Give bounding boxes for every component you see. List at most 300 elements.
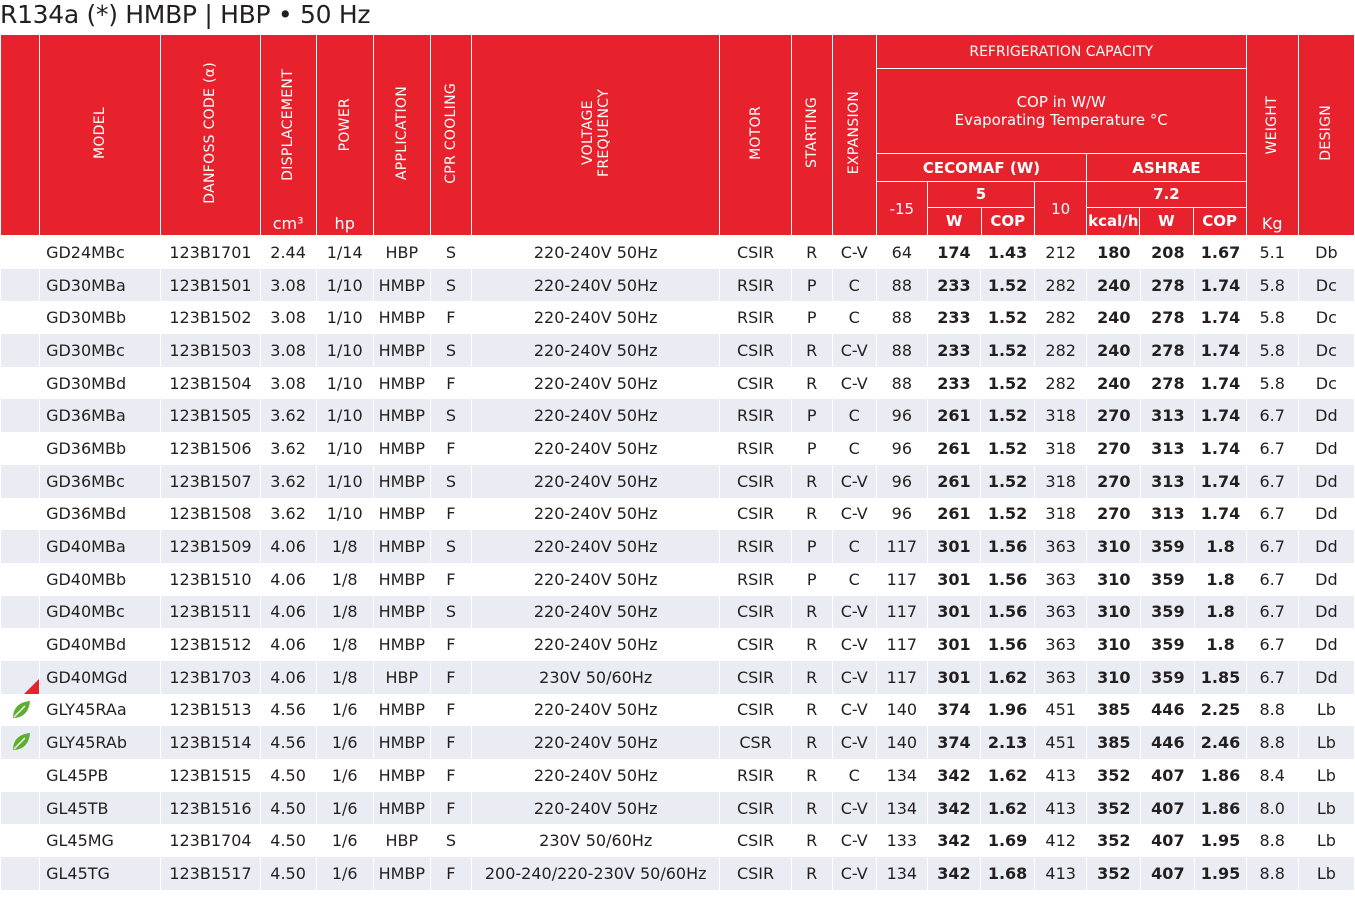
code-cell: 123B1516 xyxy=(161,792,260,825)
ashrae-cop-cell: 1.8 xyxy=(1195,530,1246,563)
ashrae-cop-cell: 1.74 xyxy=(1195,367,1246,400)
capacity-10-cell: 318 xyxy=(1035,498,1087,531)
compressor-table xyxy=(0,34,1355,890)
ashrae-cop-cell: 1.86 xyxy=(1195,759,1246,792)
starting-cell: R xyxy=(791,367,832,400)
ashrae-w-cell: 359 xyxy=(1141,563,1195,596)
voltage-cell: 220-240V 50Hz xyxy=(471,236,720,269)
ashrae-kcal-cell: 352 xyxy=(1087,824,1141,857)
header-model: MODEL xyxy=(40,35,161,236)
displacement-cell: 3.08 xyxy=(260,334,316,367)
starting-cell: P xyxy=(791,269,832,302)
capacity-minus15-cell: 134 xyxy=(876,792,927,825)
starting-cell: R xyxy=(791,236,832,269)
code-cell: 123B1514 xyxy=(161,726,260,759)
design-cell: Dd xyxy=(1298,530,1354,563)
voltage-cell: 220-240V 50Hz xyxy=(471,596,720,629)
power-cell: 1/10 xyxy=(316,399,373,432)
cooling-cell: S xyxy=(430,824,471,857)
capacity-5-w-cell: 342 xyxy=(927,792,980,825)
header-design: DESIGN xyxy=(1298,35,1354,236)
table-body xyxy=(1,236,1355,890)
cooling-cell: F xyxy=(430,432,471,465)
application-cell: HMBP xyxy=(373,628,430,661)
starting-cell: R xyxy=(791,334,832,367)
design-cell: Dd xyxy=(1298,432,1354,465)
motor-cell: CSIR xyxy=(720,824,791,857)
row-icon-cell xyxy=(1,269,40,302)
starting-cell: P xyxy=(791,563,832,596)
header-capacity: REFRIGERATION CAPACITY xyxy=(876,35,1246,69)
voltage-cell: 220-240V 50Hz xyxy=(471,498,720,531)
weight-cell: 6.7 xyxy=(1246,465,1298,498)
model-cell: GL45TG xyxy=(40,857,161,890)
cop-5-cell: 1.52 xyxy=(981,367,1035,400)
voltage-cell: 220-240V 50Hz xyxy=(471,694,720,727)
motor-cell: CSIR xyxy=(720,498,791,531)
cop-5-cell: 1.69 xyxy=(981,824,1035,857)
table-row xyxy=(1,432,1355,465)
design-cell: Dd xyxy=(1298,628,1354,661)
capacity-10-cell: 363 xyxy=(1035,596,1087,629)
starting-cell: R xyxy=(791,628,832,661)
cop-5-cell: 1.43 xyxy=(981,236,1035,269)
code-cell: 123B1515 xyxy=(161,759,260,792)
application-cell: HMBP xyxy=(373,498,430,531)
weight-cell: 8.8 xyxy=(1246,824,1298,857)
ashrae-kcal-cell: 240 xyxy=(1087,301,1141,334)
voltage-cell: 220-240V 50Hz xyxy=(471,792,720,825)
ashrae-kcal-cell: 240 xyxy=(1087,334,1141,367)
ashrae-kcal-cell: 240 xyxy=(1087,269,1141,302)
cooling-cell: F xyxy=(430,563,471,596)
capacity-minus15-cell: 117 xyxy=(876,563,927,596)
starting-cell: R xyxy=(791,465,832,498)
capacity-5-w-cell: 261 xyxy=(927,498,980,531)
expansion-cell: C-V xyxy=(832,236,876,269)
cooling-cell: F xyxy=(430,628,471,661)
design-cell: Dd xyxy=(1298,465,1354,498)
cop-5-cell: 2.13 xyxy=(981,726,1035,759)
motor-cell: CSIR xyxy=(720,661,791,694)
design-cell: Dc xyxy=(1298,301,1354,334)
capacity-minus15-cell: 140 xyxy=(876,694,927,727)
voltage-cell: 230V 50/60Hz xyxy=(471,824,720,857)
capacity-minus15-cell: 96 xyxy=(876,498,927,531)
weight-cell: 8.8 xyxy=(1246,857,1298,890)
design-cell: Dd xyxy=(1298,661,1354,694)
motor-cell: RSIR xyxy=(720,432,791,465)
power-cell: 1/6 xyxy=(316,857,373,890)
model-cell: GLY45RAb xyxy=(40,726,161,759)
expansion-cell: C xyxy=(832,399,876,432)
ashrae-w-cell: 313 xyxy=(1141,498,1195,531)
application-cell: HMBP xyxy=(373,269,430,302)
design-cell: Dc xyxy=(1298,334,1354,367)
displacement-cell: 4.56 xyxy=(260,694,316,727)
weight-cell: 8.8 xyxy=(1246,694,1298,727)
code-cell: 123B1507 xyxy=(161,465,260,498)
ashrae-w-cell: 313 xyxy=(1141,465,1195,498)
application-cell: HMBP xyxy=(373,399,430,432)
power-cell: 1/8 xyxy=(316,563,373,596)
model-cell: GD30MBd xyxy=(40,367,161,400)
power-cell: 1/6 xyxy=(316,694,373,727)
motor-cell: CSIR xyxy=(720,857,791,890)
voltage-cell: 220-240V 50Hz xyxy=(471,367,720,400)
capacity-minus15-cell: 134 xyxy=(876,857,927,890)
model-cell: GD36MBd xyxy=(40,498,161,531)
cooling-cell: F xyxy=(430,498,471,531)
table-row xyxy=(1,824,1355,857)
ashrae-w-cell: 359 xyxy=(1141,628,1195,661)
ashrae-kcal-cell: 310 xyxy=(1087,530,1141,563)
capacity-10-cell: 282 xyxy=(1035,301,1087,334)
design-cell: Dd xyxy=(1298,399,1354,432)
weight-cell: 5.8 xyxy=(1246,269,1298,302)
code-cell: 123B1509 xyxy=(161,530,260,563)
capacity-5-w-cell: 174 xyxy=(927,236,980,269)
capacity-10-cell: 282 xyxy=(1035,269,1087,302)
displacement-cell: 4.06 xyxy=(260,596,316,629)
voltage-cell: 200-240/220-230V 50/60Hz xyxy=(471,857,720,890)
table-row xyxy=(1,367,1355,400)
displacement-cell: 4.50 xyxy=(260,824,316,857)
row-icon-cell xyxy=(1,857,40,890)
ashrae-cop-cell: 1.74 xyxy=(1195,334,1246,367)
header-voltage: VOLTAGE FREQUENCY xyxy=(471,35,720,236)
cooling-cell: S xyxy=(430,236,471,269)
row-icon-cell xyxy=(1,530,40,563)
ashrae-kcal-cell: 352 xyxy=(1087,759,1141,792)
model-cell: GD40MBc xyxy=(40,596,161,629)
capacity-10-cell: 451 xyxy=(1035,694,1087,727)
voltage-cell: 230V 50/60Hz xyxy=(471,661,720,694)
capacity-10-cell: 413 xyxy=(1035,857,1087,890)
capacity-5-w-cell: 261 xyxy=(927,465,980,498)
weight-cell: 8.0 xyxy=(1246,792,1298,825)
motor-cell: RSIR xyxy=(720,301,791,334)
code-cell: 123B1517 xyxy=(161,857,260,890)
table-row xyxy=(1,334,1355,367)
row-icon-cell xyxy=(1,726,40,759)
model-cell: GLY45RAa xyxy=(40,694,161,727)
displacement-cell: 3.08 xyxy=(260,301,316,334)
expansion-cell: C-V xyxy=(832,334,876,367)
table-row xyxy=(1,301,1355,334)
capacity-5-w-cell: 301 xyxy=(927,563,980,596)
ashrae-cop-cell: 1.74 xyxy=(1195,301,1246,334)
application-cell: HMBP xyxy=(373,563,430,596)
ashrae-cop-cell: 2.46 xyxy=(1195,726,1246,759)
application-cell: HMBP xyxy=(373,694,430,727)
model-cell: GD40MGd xyxy=(40,661,161,694)
motor-cell: CSIR xyxy=(720,628,791,661)
ashrae-w-cell: 313 xyxy=(1141,399,1195,432)
ashrae-cop-cell: 1.67 xyxy=(1195,236,1246,269)
table-header xyxy=(1,35,1355,236)
expansion-cell: C xyxy=(832,301,876,334)
weight-cell: 8.8 xyxy=(1246,726,1298,759)
motor-cell: RSIR xyxy=(720,563,791,596)
weight-cell: 6.7 xyxy=(1246,596,1298,629)
design-cell: Lb xyxy=(1298,792,1354,825)
motor-cell: CSR xyxy=(720,726,791,759)
capacity-10-cell: 363 xyxy=(1035,661,1087,694)
code-cell: 123B1513 xyxy=(161,694,260,727)
design-cell: Lb xyxy=(1298,759,1354,792)
ashrae-cop-cell: 2.25 xyxy=(1195,694,1246,727)
model-cell: GL45PB xyxy=(40,759,161,792)
capacity-5-w-cell: 301 xyxy=(927,661,980,694)
starting-cell: R xyxy=(791,792,832,825)
motor-cell: CSIR xyxy=(720,334,791,367)
capacity-10-cell: 363 xyxy=(1035,563,1087,596)
cooling-cell: S xyxy=(430,465,471,498)
table-row xyxy=(1,563,1355,596)
displacement-cell: 3.62 xyxy=(260,399,316,432)
ashrae-w-cell: 359 xyxy=(1141,530,1195,563)
weight-unit: Kg xyxy=(1261,214,1283,233)
cooling-cell: S xyxy=(430,399,471,432)
table-row xyxy=(1,236,1355,269)
capacity-5-w-cell: 233 xyxy=(927,269,980,302)
ashrae-kcal-cell: 270 xyxy=(1087,498,1141,531)
design-cell: Lb xyxy=(1298,726,1354,759)
capacity-minus15-cell: 88 xyxy=(876,269,927,302)
model-cell: GD36MBa xyxy=(40,399,161,432)
header-kcal: kcal/h xyxy=(1087,208,1140,235)
model-cell: GL45MG xyxy=(40,824,161,857)
model-cell: GD40MBd xyxy=(40,628,161,661)
table-row xyxy=(1,857,1355,890)
power-unit: hp xyxy=(334,214,355,233)
ashrae-w-cell: 278 xyxy=(1141,367,1195,400)
voltage-cell: 220-240V 50Hz xyxy=(471,726,720,759)
code-cell: 123B1501 xyxy=(161,269,260,302)
capacity-5-w-cell: 374 xyxy=(927,726,980,759)
motor-cell: CSIR xyxy=(720,792,791,825)
application-cell: HMBP xyxy=(373,857,430,890)
expansion-cell: C xyxy=(832,759,876,792)
displacement-cell: 4.50 xyxy=(260,759,316,792)
capacity-5-w-cell: 301 xyxy=(927,596,980,629)
design-cell: Dd xyxy=(1298,563,1354,596)
ashrae-cop-cell: 1.86 xyxy=(1195,792,1246,825)
header-weight: WEIGHT Kg xyxy=(1246,35,1298,236)
capacity-10-cell: 412 xyxy=(1035,824,1087,857)
displacement-cell: 3.62 xyxy=(260,465,316,498)
ashrae-w-cell: 446 xyxy=(1141,694,1195,727)
ashrae-kcal-cell: 310 xyxy=(1087,628,1141,661)
row-icon-cell xyxy=(1,334,40,367)
cop-5-cell: 1.52 xyxy=(981,498,1035,531)
ashrae-w-cell: 278 xyxy=(1141,269,1195,302)
cop-5-cell: 1.52 xyxy=(981,465,1035,498)
ashrae-kcal-cell: 385 xyxy=(1087,726,1141,759)
starting-cell: R xyxy=(791,759,832,792)
ashrae-w-cell: 407 xyxy=(1141,792,1195,825)
header-cop-5: COP xyxy=(990,212,1026,230)
header-icon-column xyxy=(1,35,40,236)
voltage-cell: 220-240V 50Hz xyxy=(471,269,720,302)
power-cell: 1/10 xyxy=(316,334,373,367)
ashrae-cop-cell: 1.8 xyxy=(1195,596,1246,629)
voltage-cell: 220-240V 50Hz xyxy=(471,759,720,792)
ashrae-w-cell: 313 xyxy=(1141,432,1195,465)
ashrae-w-cell: 359 xyxy=(1141,661,1195,694)
capacity-minus15-cell: 117 xyxy=(876,596,927,629)
header-displacement: DISPLACEMENT cm³ xyxy=(260,35,316,236)
capacity-5-w-cell: 342 xyxy=(927,824,980,857)
code-cell: 123B1505 xyxy=(161,399,260,432)
motor-cell: CSIR xyxy=(720,596,791,629)
ashrae-cop-cell: 1.74 xyxy=(1195,498,1246,531)
power-cell: 1/8 xyxy=(316,596,373,629)
ashrae-kcal-cell: 310 xyxy=(1087,563,1141,596)
cop-5-cell: 1.62 xyxy=(981,759,1035,792)
ashrae-w-cell: 278 xyxy=(1141,301,1195,334)
motor-cell: CSIR xyxy=(720,465,791,498)
application-cell: HBP xyxy=(373,661,430,694)
motor-cell: RSIR xyxy=(720,269,791,302)
power-cell: 1/10 xyxy=(316,465,373,498)
model-cell: GD30MBa xyxy=(40,269,161,302)
capacity-10-cell: 282 xyxy=(1035,334,1087,367)
cop-5-cell: 1.52 xyxy=(981,269,1035,302)
displacement-cell: 2.44 xyxy=(260,236,316,269)
displacement-cell: 4.06 xyxy=(260,563,316,596)
header-code: DANFOSS CODE (α) xyxy=(161,35,260,236)
capacity-5-w-cell: 342 xyxy=(927,857,980,890)
ashrae-kcal-cell: 385 xyxy=(1087,694,1141,727)
displacement-cell: 3.08 xyxy=(260,269,316,302)
ashrae-cop-cell: 1.85 xyxy=(1195,661,1246,694)
expansion-cell: C-V xyxy=(832,661,876,694)
code-cell: 123B1704 xyxy=(161,824,260,857)
capacity-minus15-cell: 88 xyxy=(876,301,927,334)
row-icon-cell xyxy=(1,563,40,596)
row-icon-cell xyxy=(1,498,40,531)
expansion-cell: C xyxy=(832,432,876,465)
ashrae-kcal-cell: 270 xyxy=(1087,432,1141,465)
cop-5-cell: 1.56 xyxy=(981,563,1035,596)
starting-cell: R xyxy=(791,661,832,694)
cooling-cell: F xyxy=(430,661,471,694)
ashrae-w-cell: 407 xyxy=(1141,857,1195,890)
displacement-cell: 4.56 xyxy=(260,726,316,759)
header-starting: STARTING xyxy=(791,35,832,236)
cop-5-cell: 1.62 xyxy=(981,792,1035,825)
table-row xyxy=(1,465,1355,498)
design-cell: Lb xyxy=(1298,824,1354,857)
voltage-cell: 220-240V 50Hz xyxy=(471,432,720,465)
capacity-10-cell: 451 xyxy=(1035,726,1087,759)
cop-5-cell: 1.68 xyxy=(981,857,1035,890)
table-row xyxy=(1,498,1355,531)
capacity-minus15-cell: 96 xyxy=(876,465,927,498)
header-cop-ashrae: COP xyxy=(1202,212,1237,230)
ashrae-w-cell: 359 xyxy=(1141,596,1195,629)
application-cell: HMBP xyxy=(373,596,430,629)
expansion-cell: C-V xyxy=(832,726,876,759)
power-cell: 1/10 xyxy=(316,432,373,465)
ashrae-kcal-cell: 270 xyxy=(1087,465,1141,498)
ashrae-cop-cell: 1.74 xyxy=(1195,465,1246,498)
code-cell: 123B1701 xyxy=(161,236,260,269)
capacity-5-w-cell: 301 xyxy=(927,530,980,563)
cooling-cell: F xyxy=(430,367,471,400)
code-cell: 123B1508 xyxy=(161,498,260,531)
model-cell: GD24MBc xyxy=(40,236,161,269)
expansion-cell: C-V xyxy=(832,694,876,727)
expansion-cell: C-V xyxy=(832,857,876,890)
capacity-5-w-cell: 261 xyxy=(927,432,980,465)
expansion-cell: C-V xyxy=(832,792,876,825)
model-cell: GD30MBb xyxy=(40,301,161,334)
code-cell: 123B1510 xyxy=(161,563,260,596)
header-w-ashrae: W xyxy=(1140,208,1193,235)
expansion-cell: C-V xyxy=(832,596,876,629)
capacity-5-w-cell: 261 xyxy=(927,399,980,432)
table-row xyxy=(1,759,1355,792)
ashrae-kcal-cell: 352 xyxy=(1087,857,1141,890)
voltage-cell: 220-240V 50Hz xyxy=(471,399,720,432)
capacity-10-cell: 318 xyxy=(1035,465,1087,498)
cooling-cell: S xyxy=(430,334,471,367)
application-cell: HMBP xyxy=(373,334,430,367)
displacement-cell: 3.62 xyxy=(260,498,316,531)
ashrae-cop-cell: 1.74 xyxy=(1195,432,1246,465)
starting-cell: R xyxy=(791,596,832,629)
capacity-10-cell: 413 xyxy=(1035,792,1087,825)
design-cell: Lb xyxy=(1298,694,1354,727)
capacity-5-w-cell: 342 xyxy=(927,759,980,792)
ashrae-cop-cell: 1.74 xyxy=(1195,399,1246,432)
code-cell: 123B1503 xyxy=(161,334,260,367)
ashrae-kcal-cell: 310 xyxy=(1087,596,1141,629)
displacement-cell: 3.62 xyxy=(260,432,316,465)
weight-cell: 5.8 xyxy=(1246,301,1298,334)
cop-5-cell: 1.52 xyxy=(981,432,1035,465)
displacement-cell: 4.50 xyxy=(260,857,316,890)
cooling-cell: F xyxy=(430,301,471,334)
capacity-10-cell: 318 xyxy=(1035,432,1087,465)
application-cell: HMBP xyxy=(373,301,430,334)
power-cell: 1/6 xyxy=(316,726,373,759)
capacity-5-w-cell: 374 xyxy=(927,694,980,727)
table-row xyxy=(1,399,1355,432)
header-power: POWER hp xyxy=(316,35,373,236)
motor-cell: CSIR xyxy=(720,236,791,269)
cooling-cell: F xyxy=(430,759,471,792)
starting-cell: R xyxy=(791,694,832,727)
motor-cell: CSIR xyxy=(720,694,791,727)
table-row xyxy=(1,726,1355,759)
model-cell: GL45TB xyxy=(40,792,161,825)
application-cell: HMBP xyxy=(373,530,430,563)
ashrae-w-cell: 446 xyxy=(1141,726,1195,759)
cooling-cell: S xyxy=(430,269,471,302)
cop-5-cell: 1.52 xyxy=(981,301,1035,334)
header-temp-10: 10 xyxy=(1035,182,1087,236)
design-cell: Db xyxy=(1298,236,1354,269)
power-cell: 1/10 xyxy=(316,498,373,531)
row-icon-cell xyxy=(1,792,40,825)
power-cell: 1/14 xyxy=(316,236,373,269)
cop-5-cell: 1.56 xyxy=(981,530,1035,563)
green-leaf-icon xyxy=(11,700,31,720)
